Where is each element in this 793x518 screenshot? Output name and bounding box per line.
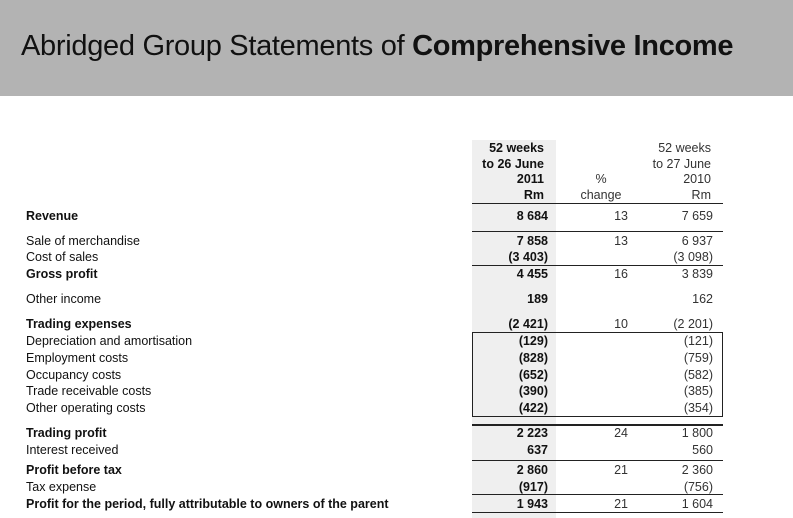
column-header-2011-line3: 2011 [516, 172, 544, 186]
value-2011: 8 684 [516, 209, 548, 223]
row-label: Trading profit [26, 426, 107, 440]
table-row-trading-profit [0, 425, 793, 441]
row-label: Trading expenses [26, 317, 132, 331]
row-label: Profit for the period, fully attributable to owners of the parent [26, 497, 389, 511]
page-title-bold: Comprehensive Income [412, 30, 734, 62]
value-2010: 3 839 [681, 267, 713, 281]
value-2010: 1 800 [681, 426, 713, 440]
value-2010: 2 360 [681, 463, 713, 477]
value-2011: (828) [518, 351, 548, 365]
table-row-sale-of-merchandise [0, 233, 793, 249]
value-2010: (582) [683, 368, 713, 382]
value-2010: 7 659 [681, 209, 713, 223]
value-2010: (385) [683, 384, 713, 398]
column-header-2011-line2: to 26 June [482, 156, 544, 171]
table-row-revenue [0, 208, 793, 224]
row-label: Other income [26, 292, 102, 306]
value-2011: (3 403) [508, 250, 548, 264]
table-row-other-income [0, 291, 793, 307]
value-2010: (2 201) [673, 317, 713, 331]
value-2011: (917) [518, 480, 548, 494]
page-title [21, 30, 733, 63]
value-2010: 6 937 [681, 234, 713, 248]
header-rule [472, 203, 723, 204]
rule-above-merchandise [472, 231, 723, 232]
value-2010: 560 [692, 443, 713, 457]
row-label: Depreciation and amortisation [26, 334, 193, 348]
value-2011: 189 [527, 292, 548, 306]
value-2011: 1 943 [516, 497, 548, 511]
table-row-profit-before-tax [0, 462, 793, 478]
row-label: Interest received [26, 443, 119, 457]
value-pct-change: 24 [614, 426, 628, 440]
column-header-2010-line4: Rm [691, 187, 711, 202]
value-2011: (2 421) [508, 317, 548, 331]
row-label: Occupancy costs [26, 368, 122, 382]
value-2010: (759) [683, 351, 713, 365]
table-row-cost-of-sales [0, 249, 793, 265]
value-pct-change: 21 [614, 497, 628, 511]
value-2011: 2 860 [516, 463, 548, 477]
value-2011: 4 455 [516, 267, 548, 281]
value-2011: 7 858 [516, 234, 548, 248]
value-2010: (3 098) [673, 250, 713, 264]
table-row-interest-received [0, 442, 793, 458]
value-2011: (652) [518, 368, 548, 382]
column-header-change [575, 172, 627, 203]
value-2010: 162 [692, 292, 713, 306]
value-2010: 1 604 [681, 497, 713, 511]
row-label: Trade receivable costs [26, 384, 152, 398]
column-header-2011 [470, 141, 544, 203]
row-label: Profit before tax [26, 463, 122, 477]
value-pct-change: 21 [614, 463, 628, 477]
value-2010: (354) [683, 401, 713, 415]
value-2011: 637 [527, 443, 548, 457]
row-label: Gross profit [26, 267, 98, 281]
value-pct-change: 13 [614, 234, 628, 248]
value-pct-change: 16 [614, 267, 628, 281]
value-2011: 2 223 [516, 426, 548, 440]
table-row-employment-costs [0, 350, 793, 366]
column-header-2010-line3: 2010 [683, 172, 711, 186]
column-header-2011-line1: 52 weeks [489, 141, 544, 155]
table-row-trading-expenses [0, 316, 793, 332]
column-header-2010 [630, 141, 711, 203]
table-row-profit-for-period [0, 496, 793, 512]
column-header-change-line1: % [595, 172, 607, 186]
value-2011: (129) [518, 334, 548, 348]
row-label: Tax expense [26, 480, 97, 494]
row-label: Employment costs [26, 351, 129, 365]
value-2010: (756) [683, 480, 713, 494]
row-label: Other operating costs [26, 401, 146, 415]
column-header-2011-line4: Rm [523, 187, 544, 202]
row-label: Revenue [26, 209, 79, 223]
page-title-light: Abridged Group Statements of [21, 30, 413, 62]
column-header-2010-line1: 52 weeks [658, 141, 711, 155]
table-row-depreciation [0, 333, 793, 349]
rule-below-profit-for-period [472, 512, 723, 513]
table-row-tax-expense [0, 479, 793, 495]
rule-above-profit-before-tax [472, 460, 723, 461]
value-pct-change: 13 [614, 209, 628, 223]
row-label: Sale of merchandise [26, 234, 140, 248]
column-header-change-line2: change [580, 187, 622, 202]
value-2011: (390) [518, 384, 548, 398]
table-row-other-operating-costs [0, 400, 793, 416]
table-row-gross-profit [0, 266, 793, 282]
table-row-occupancy-costs [0, 367, 793, 383]
value-2011: (422) [518, 401, 548, 415]
row-label: Cost of sales [26, 250, 99, 264]
value-2010: (121) [683, 334, 713, 348]
value-pct-change: 10 [614, 317, 628, 331]
column-header-2010-line2: to 27 June [652, 156, 711, 171]
table-row-trade-receivable-costs [0, 383, 793, 399]
